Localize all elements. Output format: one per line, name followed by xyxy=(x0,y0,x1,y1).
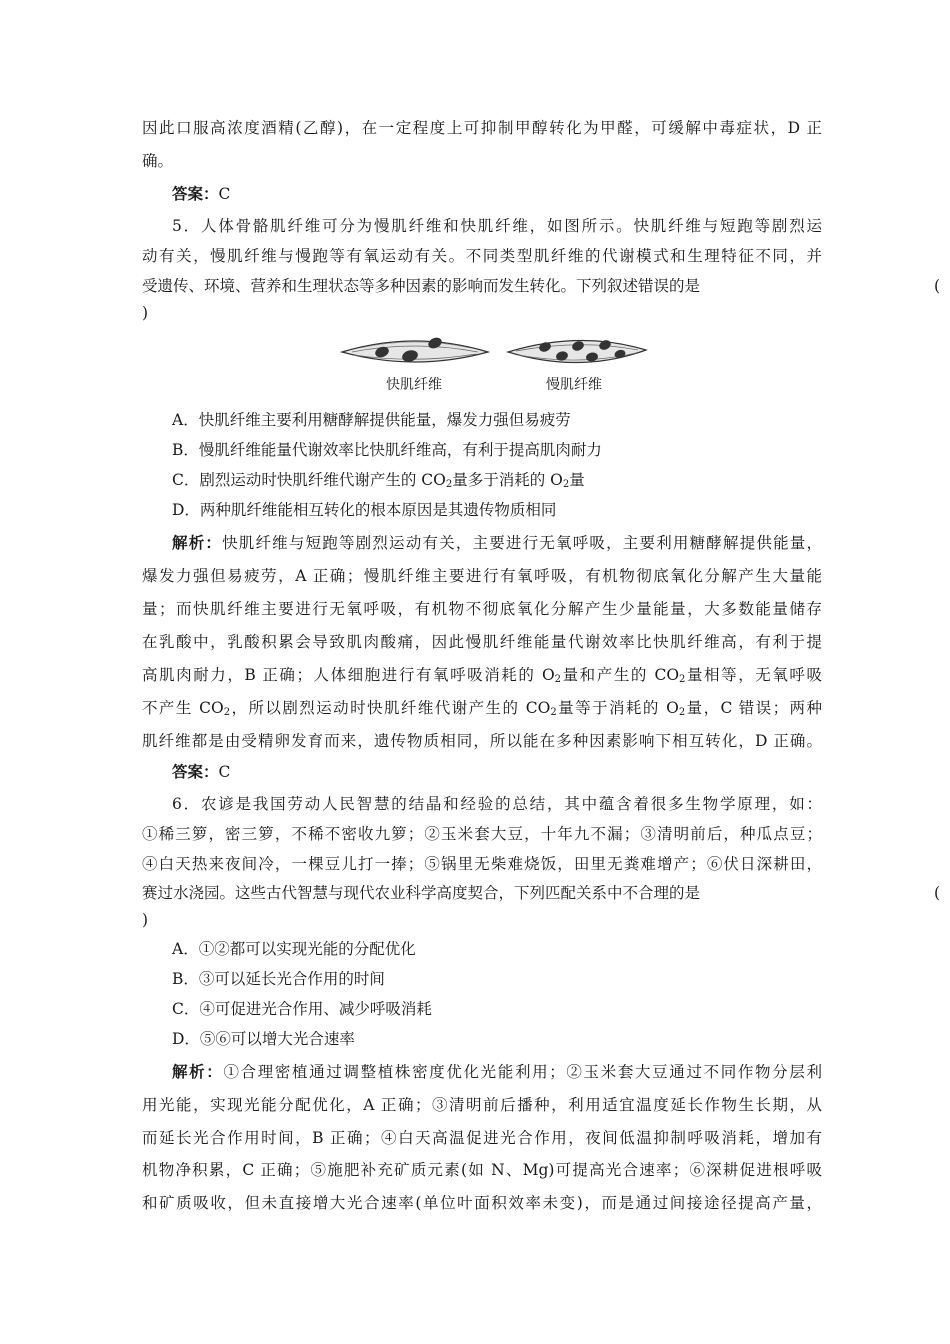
q6-option-d: D．⑤⑥可以增大光合速率 xyxy=(172,1030,355,1048)
q5-explanation-line: 在乳酸中，乳酸积累会导致肌肉酸痛，因此慢肌纤维能量代谢效率比快肌纤维高，有利于提 xyxy=(142,633,822,651)
q5-option-c-text: 量多于消耗的 O xyxy=(452,471,563,489)
q6-paren-close: ) xyxy=(142,911,149,929)
q6-option-a: A．①②都可以实现光能的分配优化 xyxy=(172,940,416,958)
q6-paren-open: ( xyxy=(934,884,941,902)
q5-stem-line xyxy=(142,276,941,296)
q5-option-b: B．慢肌纤维能量代谢效率比快肌纤维高，有利于提高肌肉耐力 xyxy=(172,441,602,459)
subscript: 2 xyxy=(678,707,686,718)
explanation-text: 量，C 错误；两种 xyxy=(685,699,822,717)
fast-fiber-image xyxy=(342,336,488,364)
subscript: 2 xyxy=(445,479,453,490)
fast-fiber-caption: 快肌纤维 xyxy=(386,377,442,393)
q6-explanation-line: 机物净积累，C 正确；⑤施肥补充矿质元素(如 N、Mg)可提高光合速率；⑥深耕促进根呼吸 xyxy=(142,1161,822,1179)
subscript: 2 xyxy=(679,674,686,685)
q5-paren-close: ) xyxy=(142,304,149,322)
q5-stem-line: 5．人体骨骼肌纤维可分为慢肌纤维和快肌纤维，如图所示。快肌纤维与短跑等剧烈运 xyxy=(172,217,822,235)
q6-stem-line: ①稀三箩，密三箩，不稀不密收九箩；②玉米套大豆，十年九不漏；③清明前后，种瓜点豆； xyxy=(142,825,822,843)
q5-answer xyxy=(172,762,822,782)
q6-option-c: C．④可促进光合作用、减少呼吸消耗 xyxy=(172,1000,432,1018)
slow-fiber-caption: 慢肌纤维 xyxy=(546,377,602,393)
q6-explanation-line: 而延长光合作用时间，B 正确；④白天高温促进光合作用，夜间低温抑制呼吸消耗，增加有 xyxy=(142,1129,822,1147)
subscript: 2 xyxy=(550,707,557,718)
explanation-text: 量相等，无氧呼吸 xyxy=(685,666,822,684)
explanation-text: 量等于消耗的 O xyxy=(556,699,679,717)
prev-answer xyxy=(172,184,822,204)
q6-option-b: B．③可以延长光合作用的时间 xyxy=(172,970,385,988)
q5-option-d: D．两种肌纤维能相互转化的根本原因是其遗传物质相同 xyxy=(172,501,557,519)
q5-explanation-line: 量；而快肌纤维主要进行无氧呼吸，有机物不彻底氧化分解产生少量能量，大多数能量储存 xyxy=(142,600,822,618)
subscript: 2 xyxy=(223,707,231,718)
subscript: 2 xyxy=(562,479,570,490)
explanation-text: 量和产生的 CO xyxy=(561,666,680,684)
q5-explanation-line: 爆发力强但易疲劳，A 正确；慢肌纤维主要进行有氧呼吸，有机物彻底氧化分解产生大量能 xyxy=(142,567,822,585)
explanation-label: 解析： xyxy=(172,1062,224,1081)
q6-explanation-line xyxy=(172,1062,822,1082)
explanation-text: ①合理密植通过调整植株密度优化光能利用；②玉米套大豆通过不同作物分层利 xyxy=(223,1063,822,1081)
q6-stem-line: 6．农谚是我国劳动人民智慧的结晶和经验的总结，其中蕴含着很多生物学原理，如： xyxy=(172,795,822,813)
prev-explanation-line: 因此口服高浓度酒精(乙醇)，在一定程度上可抑制甲醇转化为甲醛，可缓解中毒症状，D 正 xyxy=(142,119,822,137)
explanation-text: ，所以剧烈运动时快肌纤维代谢产生的 CO xyxy=(230,699,551,717)
answer-label: 答案： xyxy=(172,762,219,781)
explanation-text: 不产生 CO xyxy=(142,699,224,717)
q5-explanation-line xyxy=(172,533,822,553)
subscript: 2 xyxy=(554,674,562,685)
explanation-label: 解析： xyxy=(172,533,223,552)
q5-explanation-line xyxy=(142,665,822,685)
answer-value: C xyxy=(218,185,231,203)
q5-paren-open: ( xyxy=(934,277,941,295)
q5-option-c-text: 量 xyxy=(569,471,585,489)
prev-explanation-line: 确。 xyxy=(142,152,174,170)
explanation-text: 高肌肉耐力，B 正确；人体细胞进行有氧呼吸消耗的 O xyxy=(142,666,555,684)
q5-option-c-text: C．剧烈运动时快肌纤维代谢产生的 CO xyxy=(172,471,446,489)
answer-value: C xyxy=(218,763,231,781)
q5-explanation-line: 肌纤维都是由受精卵发育而来，遗传物质相同，所以能在多种因素影响下相互转化，D 正确。 xyxy=(142,732,822,750)
q5-option-a: A．快肌纤维主要利用糖酵解提供能量，爆发力强但易疲劳 xyxy=(172,411,571,429)
answer-label: 答案： xyxy=(172,184,219,203)
q5-option-c xyxy=(172,470,822,490)
q5-stem-text: 受遗传、环境、营养和生理状态等多种因素的影响而发生转化。下列叙述错误的是 xyxy=(142,277,701,295)
q6-stem-line: ④白天热来夜间冷，一棵豆儿打一捧；⑤锅里无柴难烧饭，田里无粪难增产；⑥伏日深耕田， xyxy=(142,855,822,873)
q6-stem-line xyxy=(142,883,941,903)
q6-explanation-line: 用光能，实现光能分配优化，A 正确；③清明前后播种，利用适宜温度延长作物生长期，从 xyxy=(142,1096,822,1114)
q5-explanation-line xyxy=(142,698,822,718)
slow-fiber-image xyxy=(508,338,646,362)
q5-stem-line: 动有关，慢肌纤维与慢跑等有氧运动有关。不同类型肌纤维的代谢模式和生理特征不同，并 xyxy=(142,247,822,265)
q6-explanation-line: 和矿质吸收，但未直接增大光合速率(单位叶面积效率未变)，而是通过间接途径提高产量， xyxy=(142,1194,822,1212)
explanation-text: 快肌纤维与短跑等剧烈运动有关，主要进行无氧呼吸，主要利用糖酵解提供能量， xyxy=(222,534,822,552)
q6-stem-text: 赛过水浇园。这些古代智慧与现代农业科学高度契合，下列匹配关系中不合理的是 xyxy=(142,884,701,902)
